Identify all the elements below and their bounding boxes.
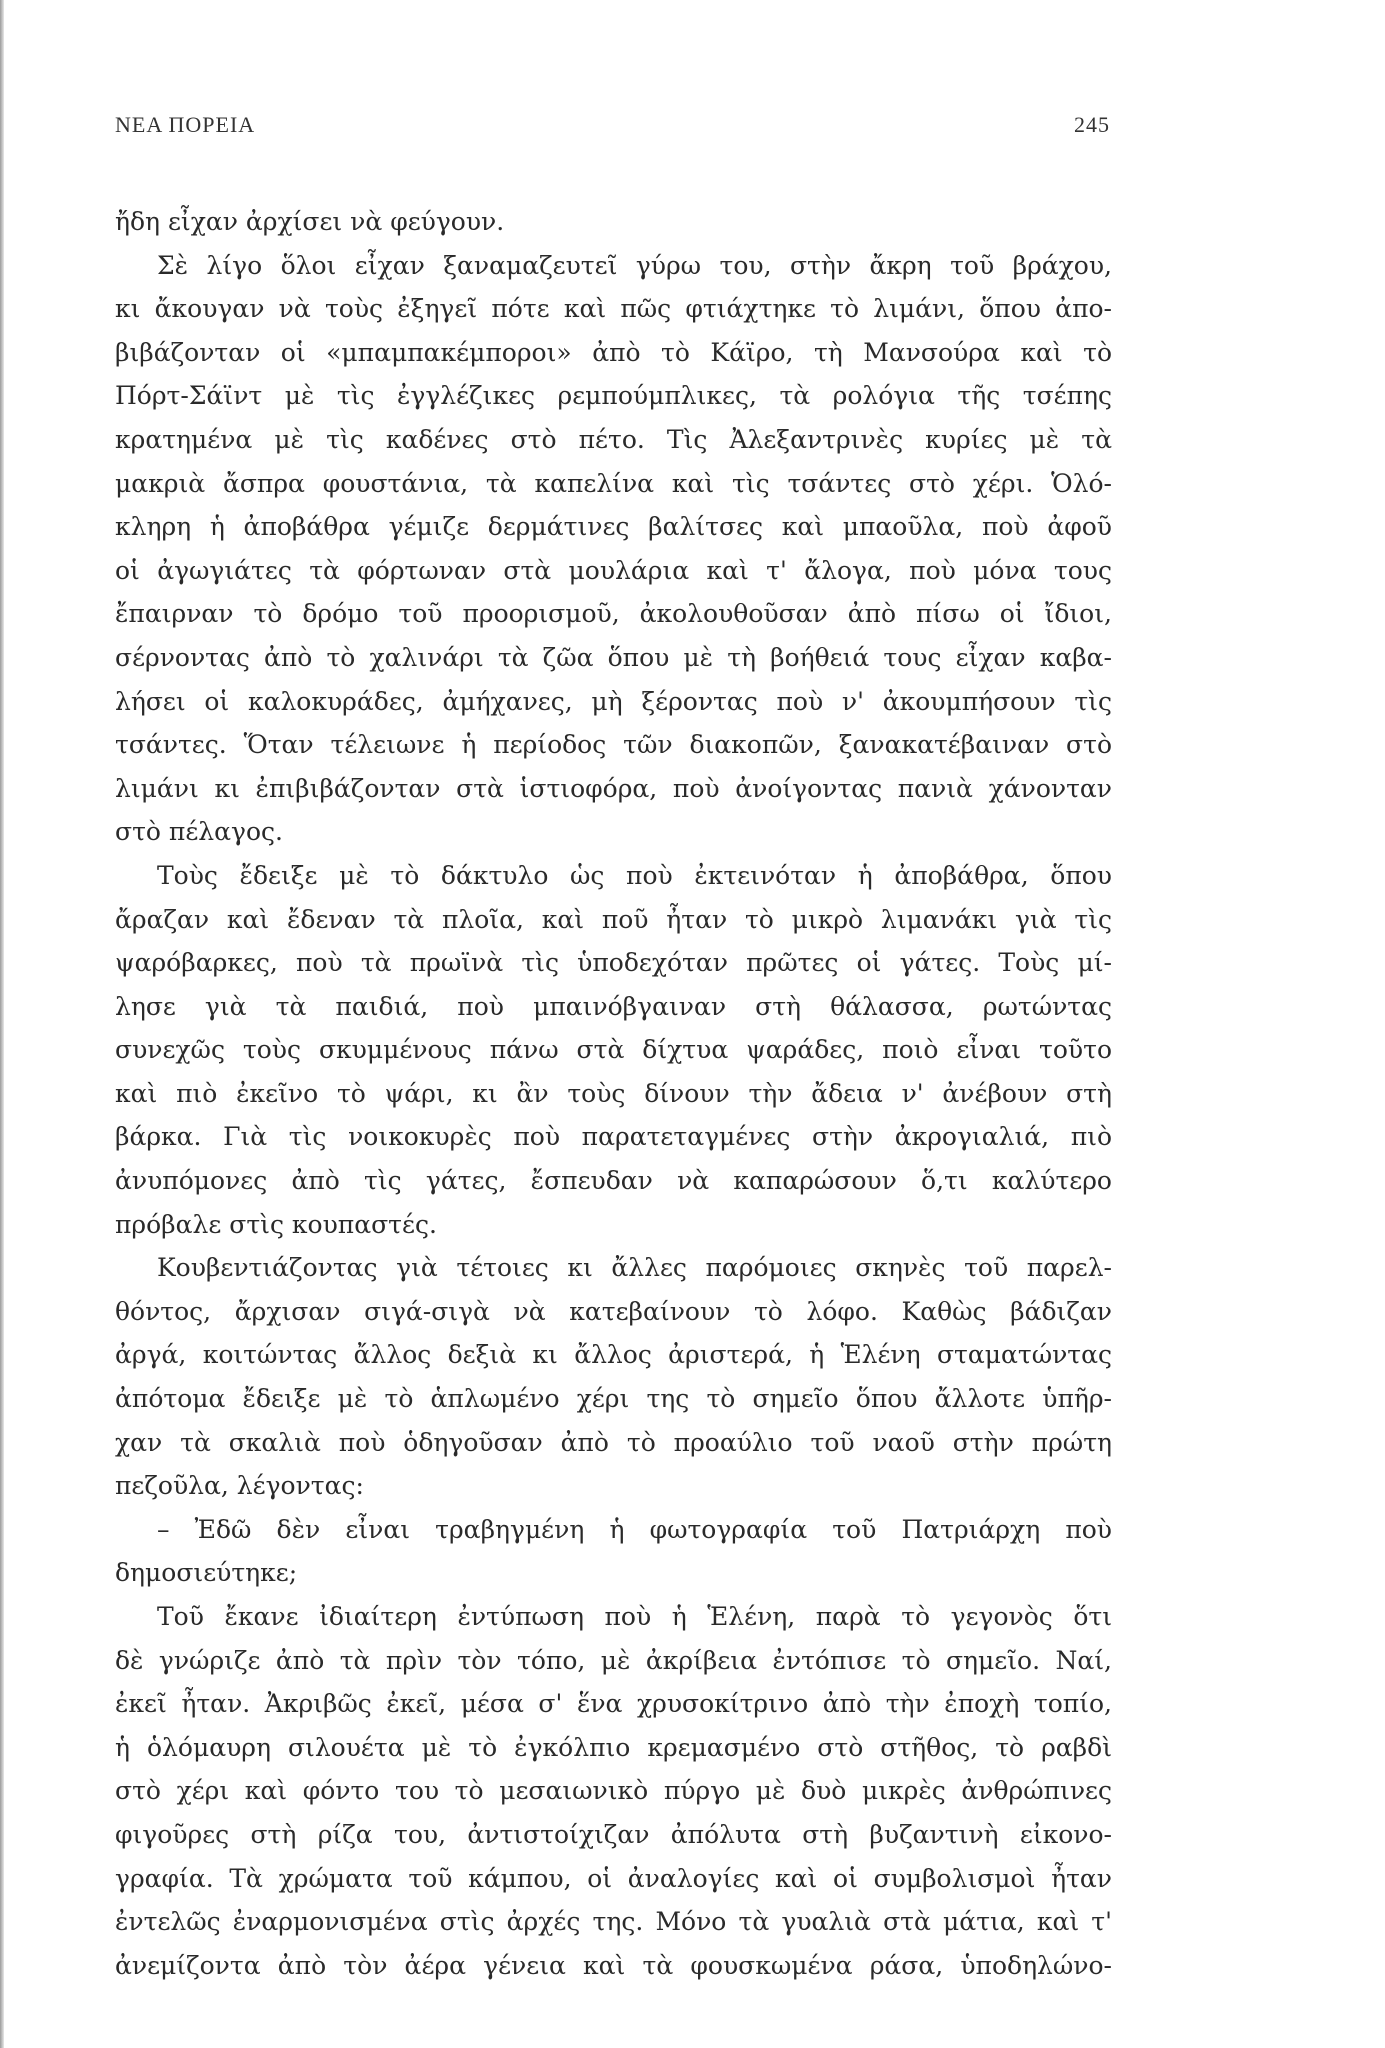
running-head [115, 112, 1110, 142]
text-line: χαν τὰ σκαλιὰ ποὺ ὁδηγοῦσαν ἀπὸ τὸ προαύλιο τοῦ ναοῦ στὴν πρώτη [115, 1427, 1112, 1457]
text-line: βάρκα. Γιὰ τὶς νοικοκυρὲς ποὺ παρατεταγμένες στὴν ἀκρογιαλιά, πιὸ [115, 1122, 1112, 1152]
text-line: Πόρτ-Σάϊντ μὲ τὶς ἐγγλέζικες ρεμπούμπλικες, τὰ ρολόγια τῆς τσέπης [115, 381, 1112, 411]
text-line: Σὲ λίγο ὅλοι εἶχαν ξαναμαζευτεῖ γύρω του, στὴν ἄκρη τοῦ βράχου, [157, 250, 1112, 280]
text-line: ἡ ὁλόμαυρη σιλουέτα μὲ τὸ ἐγκόλπιο κρεμασμένο στὸ στῆθος, τὸ ραβδὶ [115, 1732, 1112, 1762]
scan-edge [0, 0, 4, 2048]
body-text [115, 200, 1112, 1987]
text-line: – Ἐδῶ δὲν εἶναι τραβηγμένη ἡ φωτογραφία τοῦ Πατριάρχη ποὺ [157, 1514, 1112, 1544]
journal-title: ΝΕΑ ΠΟΡΕΙΑ [115, 112, 256, 137]
text-line: φιγοῦρες στὴ ρίζα του, ἀντιστοίχιζαν ἀπόλυτα στὴ βυζαντινὴ εἰκονο- [115, 1819, 1112, 1849]
text-line: βιβάζονταν οἱ «μπαμπακέμποροι» ἀπὸ τὸ Κάϊρο, τὴ Μανσούρα καὶ τὸ [115, 337, 1112, 367]
text-line: Κουβεντιάζοντας γιὰ τέτοιες κι ἄλλες παρόμοιες σκηνὲς τοῦ παρελ- [157, 1253, 1112, 1283]
text-line: κρατημένα μὲ τὶς καδένες στὸ πέτο. Τὶς Ἀλεξαντρινὲς κυρίες μὲ τὰ [115, 424, 1112, 454]
text-line: θόντος, ἄρχισαν σιγά-σιγὰ νὰ κατεβαίνουν τὸ λόφο. Καθὼς βάδιζαν [115, 1296, 1112, 1326]
text-line: δημοσιεύτηκε; [115, 1558, 298, 1588]
text-line: γραφία. Τὰ χρώματα τοῦ κάμπου, οἱ ἀναλογίες καὶ οἱ συμβολισμοὶ ἦταν [115, 1863, 1112, 1893]
text-line: κι ἄκουγαν νὰ τοὺς ἐξηγεῖ πότε καὶ πῶς φτιάχτηκε τὸ λιμάνι, ὅπου ἀπο- [115, 294, 1112, 324]
text-line: ἐκεῖ ἦταν. Ἀκριβῶς ἐκεῖ, μέσα σ' ἕνα χρυσοκίτρινο ἀπὸ τὴν ἐποχὴ τοπίο, [115, 1689, 1112, 1719]
text-line: συνεχῶς τοὺς σκυμμένους πάνω στὰ δίχτυα ψαράδες, ποιὸ εἶναι τοῦτο [115, 1035, 1112, 1065]
text-line: πεζοῦλα, λέγοντας: [115, 1471, 364, 1501]
text-line: ψαρόβαρκες, ποὺ τὰ πρωϊνὰ τὶς ὑποδεχόταν πρῶτες οἱ γάτες. Τοὺς μί- [115, 948, 1112, 978]
text-line: ἐντελῶς ἐναρμονισμένα στὶς ἀρχές της. Μόνο τὰ γυαλιὰ στὰ μάτια, καὶ τ' [115, 1907, 1112, 1937]
text-line: λιμάνι κι ἐπιβιβάζονταν στὰ ἱστιοφόρα, ποὺ ἀνοίγοντας πανιὰ χάνονταν [115, 773, 1112, 803]
text-line: καὶ πιὸ ἐκεῖνο τὸ ψάρι, κι ἂν τοὺς δίνουν τὴν ἄδεια ν' ἀνέβουν στὴ [115, 1078, 1112, 1108]
text-line: στὸ πέλαγος. [115, 817, 283, 847]
text-line: ἀπότομα ἔδειξε μὲ τὸ ἁπλωμένο χέρι της τὸ σημεῖο ὅπου ἄλλοτε ὑπῆρ- [115, 1384, 1112, 1414]
text-line: οἱ ἀγωγιάτες τὰ φόρτωναν στὰ μουλάρια καὶ τ' ἄλογα, ποὺ μόνα τους [115, 555, 1112, 585]
text-line: ἤδη εἶχαν ἀρχίσει νὰ φεύγουν. [115, 207, 505, 236]
text-line: ἔπαιρναν τὸ δρόμο τοῦ προορισμοῦ, ἀκολουθοῦσαν ἀπὸ πίσω οἱ ἴδιοι, [115, 599, 1112, 629]
text-line: Τοῦ ἔκανε ἰδιαίτερη ἐντύπωση ποὺ ἡ Ἑλένη, παρὰ τὸ γεγονὸς ὅτι [157, 1602, 1112, 1631]
text-line: τσάντες. Ὅταν τέλειωνε ἡ περίοδος τῶν διακοπῶν, ξανακατέβαιναν στὸ [115, 730, 1112, 760]
text-line: ἀργά, κοιτώντας ἄλλος δεξιὰ κι ἄλλος ἀριστερά, ἡ Ἑλένη σταματώντας [115, 1340, 1112, 1370]
text-line: Τοὺς ἔδειξε μὲ τὸ δάκτυλο ὡς ποὺ ἐκτεινόταν ἡ ἀποβάθρα, ὅπου [157, 860, 1112, 890]
text-line: ἀνεμίζοντα ἀπὸ τὸν ἀέρα γένεια καὶ τὰ φουσκωμένα ράσα, ὑποδηλώνο- [115, 1950, 1112, 1980]
text-line: λησε γιὰ τὰ παιδιά, ποὺ μπαινόβγαιναν στὴ θάλασσα, ρωτώντας [115, 991, 1112, 1021]
text-line: κληρη ἡ ἀποβάθρα γέμιζε δερμάτινες βαλίτσες καὶ μπαοῦλα, ποὺ ἀφοῦ [115, 512, 1112, 542]
text-line: πρόβαλε στὶς κουπαστές. [115, 1209, 437, 1239]
text-line: μακριὰ ἄσπρα φουστάνια, τὰ καπελίνα καὶ τὶς τσάντες στὸ χέρι. Ὁλό- [115, 468, 1112, 498]
text-line: ἀνυπόμονες ἀπὸ τὶς γάτες, ἔσπευδαν νὰ καπαρώσουν ὅ,τι καλύτερο [115, 1166, 1112, 1196]
page-number: 245 [1074, 112, 1110, 137]
text-line: ἄραζαν καὶ ἔδεναν τὰ πλοῖα, καὶ ποῦ ἦταν τὸ μικρὸ λιμανάκι γιὰ τὶς [115, 904, 1112, 934]
text-line: δὲ γνώριζε ἀπὸ τὰ πρὶν τὸν τόπο, μὲ ἀκρίβεια ἐντόπισε τὸ σημεῖο. Ναί, [115, 1645, 1112, 1675]
text-line: στὸ χέρι καὶ φόντο του τὸ μεσαιωνικὸ πύργο μὲ δυὸ μικρὲς ἀνθρώπινες [115, 1776, 1112, 1806]
text-line: σέρνοντας ἀπὸ τὸ χαλινάρι τὰ ζῶα ὅπου μὲ τὴ βοήθειά τους εἶχαν καβα- [115, 642, 1112, 672]
text-line: λήσει οἱ καλοκυράδες, ἀμήχανες, μὴ ξέροντας ποὺ ν' ἀκουμπήσουν τὶς [115, 686, 1112, 716]
